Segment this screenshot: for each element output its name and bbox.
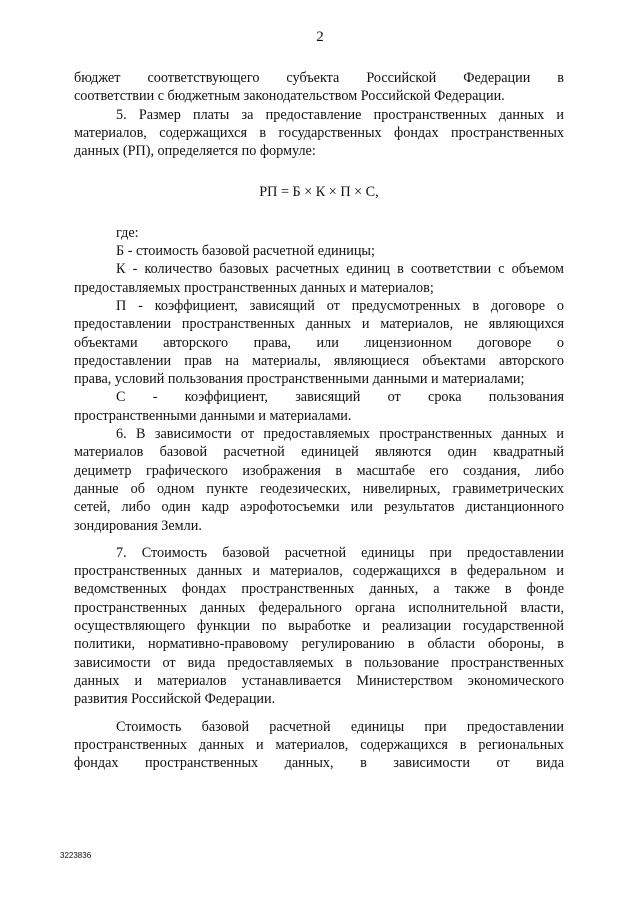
text-line: объектами авторского права, или лицензионном договоре о (74, 334, 564, 351)
text-line: фондах пространственных данных, в зависимости от вида (74, 755, 564, 772)
text-line: права, условий пользования пространственными данными и материалами; (74, 371, 525, 388)
text-line: зондирования Земли. (74, 517, 202, 534)
text-line: пространственных данных и материалов, содержащихся в федеральном и (74, 563, 564, 580)
payment-formula: РП = Б × К × П × С, (259, 184, 379, 201)
definition-b: Б - стоимость базовой расчетной единицы; (116, 243, 375, 260)
definition-p: П - коэффициент, зависящий от предусмотренных в договоре о (116, 297, 564, 314)
definitions (74, 224, 564, 425)
text-line: Стоимость базовой расчетной единицы при предоставлении (116, 718, 564, 735)
page-number: 2 (316, 29, 324, 45)
paragraph-budget (74, 69, 564, 106)
text-line: данных и материалов устанавливается Министерством экономического (74, 672, 564, 689)
paragraph-5 (74, 106, 564, 161)
definition-c: С - коэффициент, зависящий от срока пользования (116, 389, 564, 406)
text-line: предоставляемых пространственных данных и материалов; (74, 279, 434, 296)
text-line: материалов, содержащихся в государственных фондах пространственных (74, 124, 564, 141)
definition-k: К - количество базовых расчетных единиц в соответствии с объемом (116, 261, 564, 278)
text-line: сетей, либо один кадр аэрофотосъемки или результатов дистанционного (74, 499, 564, 516)
text-line: политики, нормативно-правовому регулированию в области обороны, в (74, 636, 564, 653)
text-line: соответствии с бюджетным законодательством Российской Федерации. (74, 88, 505, 105)
text-line: зависимости от вида предоставляемых в пользование пространственных (74, 654, 564, 671)
text-line: пространственных данных федерального органа исполнительной власти, (74, 599, 564, 616)
text-line: материалов базовой расчетной единицей являются один квадратный (74, 444, 564, 461)
text-line: 5. Размер платы за предоставление пространственных данных и (116, 106, 564, 123)
document-code: 3223836 (60, 851, 92, 860)
text-line: бюджет соответствующего субъекта Российской Федерации в (74, 70, 564, 86)
paragraph-8 (74, 718, 564, 773)
text-line: дециметр графического изображения в масштабе его создания, либо (74, 462, 564, 479)
text-line: предоставлении прав на материалы, являющиеся объектами авторского (74, 352, 564, 369)
text-line: ведомственных фондах пространственных данных, а также в фонде (74, 581, 564, 598)
text-line: пространственных данных и материалов, содержащихся в региональных (74, 736, 564, 753)
text-line: данных (РП), определяется по формуле: (74, 143, 316, 160)
text-line: осуществляющего функции по выработке и реализации государственной (74, 618, 564, 635)
text-line: развития Российской Федерации. (74, 691, 276, 708)
where-label: где: (116, 224, 139, 241)
text-line: пространственными данными и материалами. (74, 407, 352, 424)
text-line: предоставлении пространственных данных и материалов, не являющихся (74, 316, 564, 333)
paragraph-6 (74, 425, 564, 535)
paragraph-7 (74, 544, 564, 709)
text-line: 6. В зависимости от предоставляемых пространственных данных и (116, 426, 564, 443)
document-body (74, 69, 564, 772)
text-line: 7. Стоимость базовой расчетной единицы при предоставлении (116, 544, 564, 561)
text-line: данные об одном пункте геодезических, нивелирных, гравиметрических (74, 480, 564, 497)
